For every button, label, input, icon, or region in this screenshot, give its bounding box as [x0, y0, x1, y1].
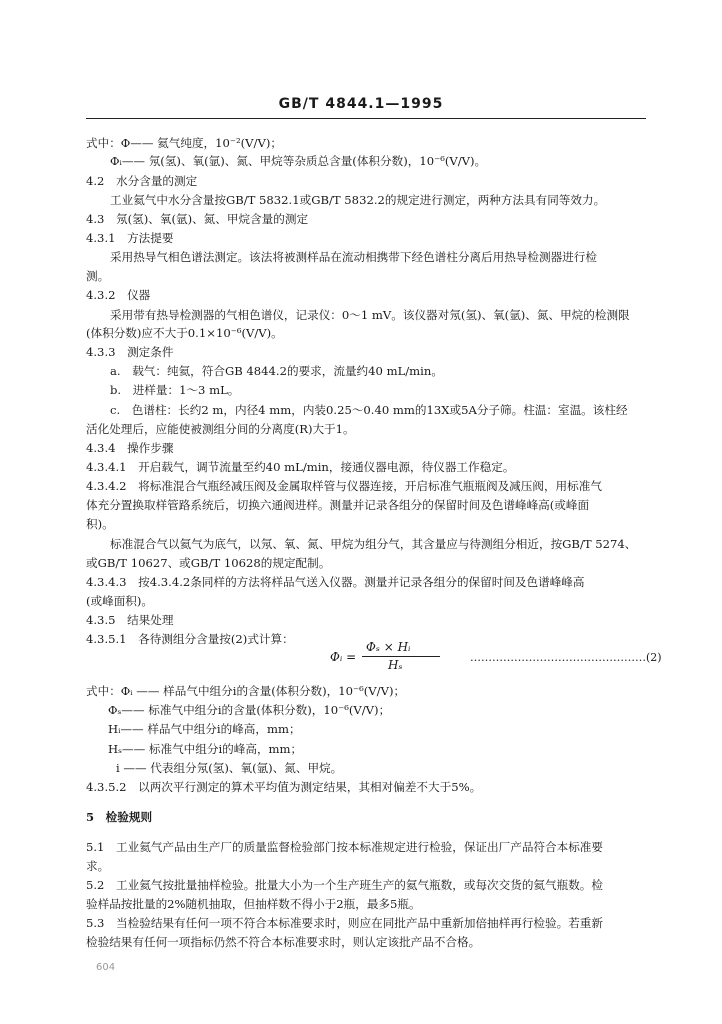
text-line: 标准混合气以氦气为底气，以氖、氧、氮、甲烷为组分气，其含量应与待测组分相近，按GB/T 5274、 — [110, 537, 637, 551]
fraction-bar — [362, 656, 440, 657]
text-line: 活化处理后，应能使被测组分间的分离度(R)大于1。 — [86, 422, 355, 436]
section-heading: 4.3.5 结果处理 — [86, 613, 174, 627]
text-line: i —— 代表组分氖(氢)、氧(氩)、氮、甲烷。 — [116, 761, 343, 775]
text-line: 4.3.5.2 以两次平行测定的算术平均值为测定结果，其相对偏差不大于5%。 — [86, 780, 482, 794]
text-line: 4.3.5.1 各待测组分含量按(2)式计算： — [86, 632, 294, 646]
text-line: 工业氦气中水分含量按GB/T 5832.1或GB/T 5832.2的规定进行测定，两种方法具有同等效力。 — [110, 193, 606, 207]
equation-number: (2) — [646, 651, 662, 664]
text-line: 5.3 当检验结果有任何一项不符合本标准要求时，则应在同批产品中重新加倍抽样再行检验。若重新 — [86, 916, 603, 930]
list-item: b. 进样量：1～3 mL。 — [110, 383, 240, 397]
text-line: 5.2 工业氦气按批量抽样检验。批量大小为一个生产班生产的氦气瓶数，或每次交货的氦气瓶数。检 — [86, 878, 603, 892]
text-line: 5.1 工业氦气产品由生产厂的质量监督检验部门按本标准规定进行检验，保证出厂产品符合本标准要 — [86, 840, 603, 854]
leader-dots: ………………………………………… — [470, 651, 646, 664]
formula-number — [470, 651, 662, 664]
text-line: 式中：Φ—— 氦气纯度，10⁻²(V/V)； — [86, 136, 282, 150]
formula-numerator: Φₛ × Hᵢ — [366, 640, 411, 654]
text-line: 式中：Φᵢ —— 样品气中组分i的含量(体积分数)，10⁻⁶(V/V)； — [86, 684, 406, 698]
list-item: c. 色谱柱：长约2 m，内径4 mm，内装0.25～0.40 mm的13X或5A分子筛。柱温：室温。该柱经 — [110, 403, 628, 417]
text-line: 采用带有热导检测器的气相色谱仪，记录仪：0～1 mV。该仪器对氖(氢)、氧(氩)、氮、甲烷的检测限 — [110, 308, 630, 322]
standard-header: GB/T 4844.1—1995 — [278, 96, 444, 112]
text-line: (体积分数)应不大于0.1×10⁻⁶(V/V)。 — [86, 326, 283, 340]
text-line: 积)。 — [86, 517, 114, 531]
section-heading: 4.3.1 方法提要 — [86, 231, 174, 245]
text-line: Hₛ—— 标准气中组分i的峰高，mm； — [108, 742, 303, 756]
text-line: 测。 — [86, 269, 110, 283]
section-heading: 4.3.2 仪器 — [86, 288, 151, 302]
formula-denominator: Hₛ — [388, 658, 403, 672]
section-heading: 5 检验规则 — [86, 810, 153, 824]
text-line: 求。 — [86, 859, 110, 873]
section-heading: 4.3.3 测定条件 — [86, 345, 174, 359]
text-line: Hᵢ—— 样品气中组分i的峰高，mm； — [108, 722, 301, 736]
text-line: 或GB/T 10627、或GB/T 10628的规定配制。 — [86, 556, 331, 570]
text-line: 验样品按批量的2%随机抽取，但抽样数不得小于2瓶，最多5瓶。 — [86, 897, 421, 911]
text-line: 4.3.4.1 开启载气，调节流量至约40 mL/min，接通仪器电源，待仪器工作稳定。 — [86, 460, 515, 474]
text-line: 检验结果有任何一项指标仍然不符合本标准要求时，则认定该批产品不合格。 — [86, 935, 481, 949]
section-heading: 4.2 水分含量的测定 — [86, 174, 198, 188]
formula-lhs: Φᵢ = — [330, 650, 357, 664]
text-line: 4.3.4.2 将标准混合气瓶经减压阀及金属取样管与仪器连接，开启标准气瓶瓶阀及减压阀，用标准气 — [86, 479, 602, 493]
text-line: 采用热导气相色谱法测定。该法将被测样品在流动相携带下经色谱柱分离后用热导检测器进行检 — [110, 250, 597, 264]
text-line: (或峰面积)。 — [86, 594, 154, 608]
page-number: 604 — [96, 962, 116, 973]
section-heading: 4.3.4 操作步骤 — [86, 441, 174, 455]
list-item: a. 载气：纯氦，符合GB 4844.2的要求，流量约40 mL/min。 — [110, 364, 443, 378]
header-rule — [86, 118, 646, 119]
text-line: Φᵢ—— 氖(氢)、氧(氩)、氮、甲烷等杂质总含量(体积分数)，10⁻⁶(V/V)。 — [110, 154, 487, 168]
section-heading: 4.3 氖(氢)、氧(氩)、氮、甲烷含量的测定 — [86, 212, 309, 226]
text-line: 4.3.4.3 按4.3.4.2条同样的方法将样品气送入仪器。测量并记录各组分的保留时间及色谱峰峰高 — [86, 575, 585, 589]
text-line: Φₛ—— 标准气中组分i的含量(体积分数)，10⁻⁶(V/V)； — [108, 703, 391, 717]
text-line: 体充分置换取样管路系统后，切换六通阀进样。测量并记录各组分的保留时间及色谱峰峰高(或峰面 — [86, 498, 590, 512]
